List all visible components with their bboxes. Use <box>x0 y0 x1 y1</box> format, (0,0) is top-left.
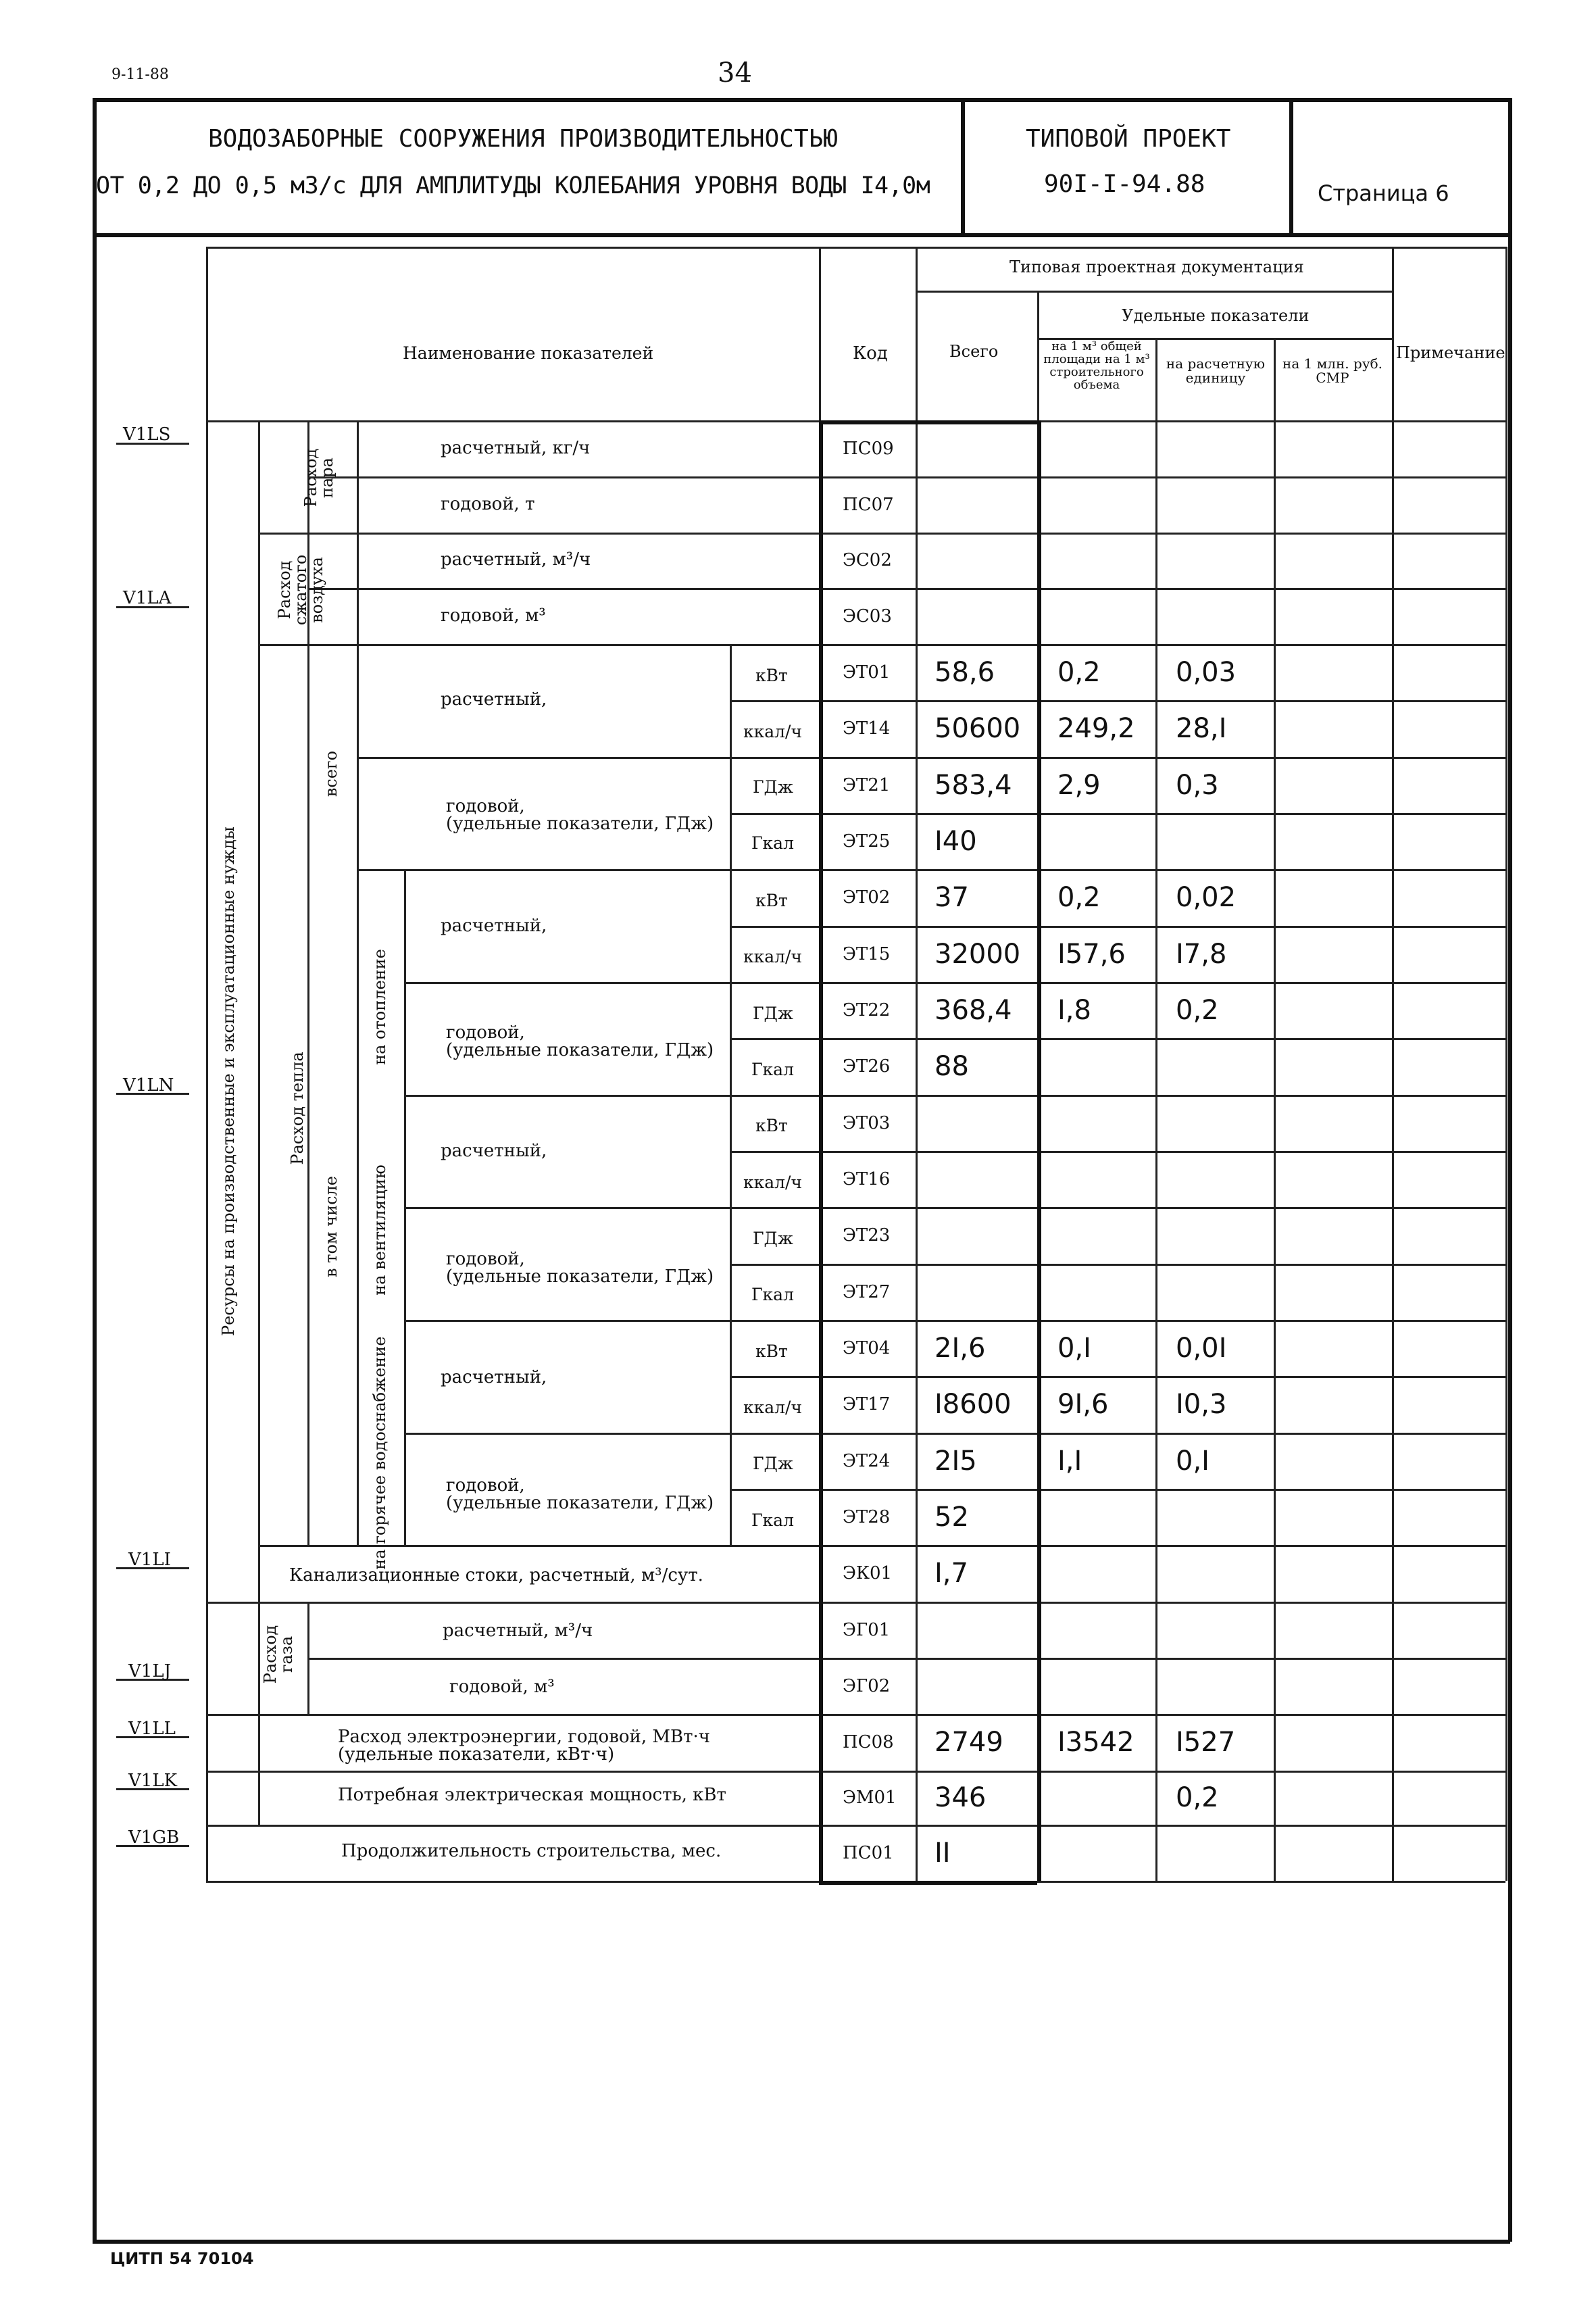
grid-line <box>206 247 208 1881</box>
grid-line <box>730 644 819 646</box>
table-cell-v2: 0,3 <box>1176 769 1219 801</box>
table-cell-code: ЭТ27 <box>843 1281 891 1302</box>
table-cell-code: ЭК01 <box>843 1563 893 1583</box>
table-cell-code: ЭТ03 <box>843 1112 891 1133</box>
table-cell-code: ЭМ01 <box>843 1788 897 1808</box>
group-ventilation: на вентиляцию <box>370 1164 389 1296</box>
unit-kw: кВт <box>755 1116 788 1135</box>
frame-left <box>93 98 97 2242</box>
grid-line <box>819 982 1505 984</box>
table-cell-v1: I,8 <box>1057 994 1091 1026</box>
header-per-volume: на 1 м³ общей площади на 1 м³ строительного объема <box>1043 339 1150 392</box>
header-specific-group: Удельные показатели <box>1122 306 1310 325</box>
table-cell-code: ЭГ01 <box>843 1619 891 1640</box>
grid-line <box>819 1825 1505 1827</box>
title-line-2: ОТ 0,2 ДО 0,5 м3/с ДЛЯ АМПЛИТУДЫ КОЛЕБАНИЯ УРОВНЯ ВОДЫ I4,0м <box>96 172 930 199</box>
label-elec-2: (удельные показатели, кВт·ч) <box>338 1744 615 1765</box>
grid-line <box>819 1489 1505 1491</box>
grid-line <box>819 420 1037 424</box>
table-cell-total: 88 <box>934 1051 969 1082</box>
project-label: ТИПОВОЙ ПРОЕКТ <box>1026 125 1231 153</box>
grid-line <box>258 1545 819 1547</box>
label-calc: расчетный, <box>441 1367 547 1387</box>
grid-line <box>819 1320 1505 1322</box>
table-cell-total: 37 <box>934 882 969 913</box>
grid-line <box>206 1602 819 1604</box>
grid-line <box>357 420 359 644</box>
group-gas: Расход газа <box>261 1625 296 1684</box>
grid-line <box>819 813 1505 815</box>
table-cell-code: ЭТ22 <box>843 1000 891 1020</box>
title-block-bottom <box>93 233 1510 237</box>
header-total: Всего <box>949 342 999 361</box>
label-power: Потребная электрическая мощность, кВт <box>338 1785 726 1805</box>
unit-gcal: Гкал <box>751 1285 794 1304</box>
table-cell-v1: 0,2 <box>1057 882 1101 913</box>
footer-stamp: ЦИТП 54 70104 <box>110 2249 254 2268</box>
grid-line <box>819 1602 1505 1604</box>
table-cell-v1: I3542 <box>1057 1727 1134 1758</box>
unit-gcal: Гкал <box>751 1060 794 1079</box>
table-cell-code: ЭГ02 <box>843 1675 891 1696</box>
table-cell-total: I8600 <box>934 1389 1012 1420</box>
grid-line <box>307 1602 309 1714</box>
grid-line <box>730 926 819 928</box>
header-note: Примечание <box>1396 343 1505 362</box>
unit-gcal: Гкал <box>751 1510 794 1530</box>
grid-line <box>819 869 1505 871</box>
grid-line <box>258 420 260 1545</box>
label-calc: расчетный, <box>441 689 547 710</box>
table-cell-v1: 9I,6 <box>1057 1389 1109 1420</box>
label-year-note: (удельные показатели, ГДж) <box>446 814 714 834</box>
table-cell-code: ЭТ28 <box>843 1506 891 1527</box>
label-calc: расчетный, <box>441 916 547 936</box>
table-cell-v2: 0,2 <box>1176 994 1219 1026</box>
header-per-million: на 1 млн. руб. СМР <box>1282 355 1382 386</box>
grid-line <box>730 1151 819 1153</box>
grid-line <box>1505 247 1507 1881</box>
unit-kcal: ккал/ч <box>743 947 802 966</box>
table-cell-total: 2I,6 <box>934 1332 986 1364</box>
label-elec-1: Расход электроэнергии, годовой, МВт·ч <box>338 1727 710 1747</box>
frame-top <box>93 98 1510 102</box>
group-steam: Расход пара <box>301 448 336 508</box>
table-cell-code: ЭТ14 <box>843 718 891 739</box>
table-cell-code: ПС01 <box>843 1842 894 1863</box>
side-tag: V1LL <box>128 1719 176 1739</box>
unit-gj: ГДж <box>753 1454 793 1473</box>
grid-line <box>730 982 819 984</box>
table-cell-total: I40 <box>934 825 977 857</box>
group-total: всего <box>322 750 341 797</box>
grid-line <box>307 644 309 1545</box>
grid-line <box>819 757 1505 759</box>
label-sewage: Канализационные стоки, расчетный, м³/сут. <box>289 1565 703 1585</box>
grid-line <box>730 1489 819 1491</box>
grid-line <box>730 1207 819 1209</box>
grid-line <box>819 1095 1505 1097</box>
grid-line <box>206 247 1505 249</box>
grid-line <box>819 1376 1505 1378</box>
page-number: 34 <box>718 57 752 89</box>
unit-kw: кВт <box>755 666 788 685</box>
side-tag: V1LA <box>123 588 172 608</box>
table-cell-code: ЭТ26 <box>843 1056 891 1077</box>
side-tag: V1LI <box>128 1550 171 1570</box>
table-cell-code: ЭТ23 <box>843 1225 891 1246</box>
grid-line <box>307 1658 819 1660</box>
grid-line <box>206 1714 819 1716</box>
table-cell-code: ПС07 <box>843 494 894 515</box>
grid-line <box>730 1095 819 1097</box>
title-line-1: ВОДОЗАБОРНЫЕ СООРУЖЕНИЯ ПРОИЗВОДИТЕЛЬНОСТЬЮ <box>208 125 838 153</box>
table-cell-code: ЭТ16 <box>843 1168 891 1189</box>
table-cell-v1: 0,I <box>1057 1332 1091 1364</box>
unit-kcal: ккал/ч <box>743 1173 802 1192</box>
label-duration: Продолжительность строительства, мес. <box>341 1841 722 1861</box>
table-cell-code: ПС08 <box>843 1732 894 1752</box>
grid-line <box>307 588 819 590</box>
unit-gj: ГДж <box>753 777 793 797</box>
header-name: Наименование показателей <box>403 343 654 363</box>
grid-line <box>258 533 819 535</box>
table-cell-v2: 0,2 <box>1176 1782 1219 1813</box>
table-cell-v2: I7,8 <box>1176 938 1227 970</box>
label-year: годовой, <box>446 796 525 816</box>
group-heating: на отопление <box>370 949 389 1065</box>
grid-line <box>819 644 1505 646</box>
table-cell-code: ЭС03 <box>843 606 892 626</box>
unit-gcal: Гкал <box>751 833 794 853</box>
table-cell-total: 58,6 <box>934 656 995 688</box>
grid-line <box>730 700 819 702</box>
title-divider-2 <box>1289 98 1293 235</box>
grid-line <box>730 757 819 759</box>
table-cell-v2: 0,I <box>1176 1445 1210 1477</box>
table-cell-v1: 0,2 <box>1057 656 1101 688</box>
grid-line <box>819 533 1505 535</box>
grid-line <box>730 869 819 871</box>
table-cell-v2: 0,0I <box>1176 1332 1227 1364</box>
table-cell-code: ЭТ17 <box>843 1394 891 1414</box>
table-cell-v1: 2,9 <box>1057 769 1101 801</box>
project-number: 90I-I-94.88 <box>1044 170 1205 198</box>
side-tag: V1LS <box>123 424 171 445</box>
table-cell-v2: I0,3 <box>1176 1389 1227 1420</box>
table-cell-v2: I527 <box>1176 1727 1236 1758</box>
side-tag: V1LN <box>123 1075 174 1096</box>
grid-line <box>206 1771 819 1773</box>
table-cell-total: 583,4 <box>934 769 1012 801</box>
unit-kcal: ккал/ч <box>743 722 802 741</box>
table-cell-v1: I,I <box>1057 1445 1082 1477</box>
table-cell-v2: 28,I <box>1176 713 1227 744</box>
grid-line <box>819 1714 1505 1716</box>
grid-line <box>819 1433 1505 1435</box>
table-cell-total: 2749 <box>934 1727 1003 1758</box>
grid-line <box>819 1771 1505 1773</box>
table-cell-v2: 0,02 <box>1176 882 1237 913</box>
grid-line <box>206 1825 819 1827</box>
grid-line <box>1037 420 1041 1881</box>
grid-line <box>730 1433 819 1435</box>
unit-kcal: ккал/ч <box>743 1398 802 1417</box>
header-code: Код <box>853 343 888 364</box>
grid-line <box>730 1376 819 1378</box>
grid-line <box>258 1545 260 1825</box>
group-hot-water: на горячее водоснабжение <box>370 1336 389 1570</box>
table-cell-code: ЭТ25 <box>843 831 891 852</box>
label-year-note: (удельные показатели, ГДж) <box>446 1040 714 1060</box>
frame-bottom <box>93 2240 1510 2244</box>
grid-line <box>1392 247 1394 1881</box>
table-cell-v1: I57,6 <box>1057 938 1126 970</box>
grid-line <box>819 1038 1505 1040</box>
label-year-note: (удельные показатели, ГДж) <box>446 1493 714 1513</box>
table-cell-total: 346 <box>934 1782 987 1813</box>
grid-line <box>819 420 823 1881</box>
table-cell-v1: 249,2 <box>1057 713 1135 744</box>
grid-line <box>916 291 1392 293</box>
table-cell-code: ЭТ04 <box>843 1337 891 1358</box>
label-year: годовой, <box>446 1249 525 1269</box>
table-cell-code: ЭТ02 <box>843 887 891 908</box>
grid-line <box>819 588 1505 590</box>
grid-line <box>1155 338 1157 1881</box>
label-year-note: (удельные показатели, ГДж) <box>446 1266 714 1287</box>
grid-line <box>730 1320 819 1322</box>
frame-right <box>1508 98 1512 2242</box>
table-cell-code: ЭТ21 <box>843 774 891 795</box>
label-steam-year: годовой, т <box>441 494 535 514</box>
group-including: в том числе <box>322 1176 341 1277</box>
grid-line <box>819 1264 1505 1266</box>
grid-line <box>819 1881 1037 1885</box>
grid-line <box>307 476 819 478</box>
grid-line <box>819 1151 1505 1153</box>
grid-line <box>730 1038 819 1040</box>
table-cell-code: ЭС02 <box>843 550 892 570</box>
side-tag: V1LJ <box>128 1661 172 1681</box>
group-air: Расход сжатого воздуха <box>275 554 326 626</box>
grid-line <box>730 813 819 815</box>
unit-gj: ГДж <box>753 1004 793 1023</box>
unit-kw: кВт <box>755 1341 788 1361</box>
grid-line <box>916 247 918 1881</box>
grid-line <box>819 926 1505 928</box>
table-cell-code: ЭТ24 <box>843 1450 891 1471</box>
document-date: 9-11-88 <box>111 66 169 83</box>
grid-line <box>819 476 1505 478</box>
table-cell-code: ПС09 <box>843 438 894 459</box>
table-cell-total: 32000 <box>934 938 1021 970</box>
label-gas-calc: расчетный, м³/ч <box>443 1621 593 1641</box>
table-cell-total: II <box>934 1837 951 1869</box>
table-cell-code: ЭТ01 <box>843 662 891 683</box>
grid-line <box>357 644 359 1545</box>
table-cell-total: I,7 <box>934 1558 968 1589</box>
sheet-label: Страница 6 <box>1318 180 1449 206</box>
unit-gj: ГДж <box>753 1229 793 1248</box>
table-cell-code: ЭТ15 <box>843 943 891 964</box>
table-cell-total: 368,4 <box>934 994 1012 1026</box>
label-calc: расчетный, <box>441 1141 547 1161</box>
title-divider-1 <box>961 98 965 235</box>
grid-line <box>819 1207 1505 1209</box>
group-resources: Ресурсы на производственные и эксплуатационные нужды <box>219 826 238 1337</box>
grid-line <box>819 1545 1505 1547</box>
label-year: годовой, <box>446 1475 525 1496</box>
grid-line <box>819 1658 1505 1660</box>
label-steam-calc: расчетный, кг/ч <box>441 438 591 458</box>
grid-line <box>730 1264 819 1266</box>
label-gas-year: годовой, м³ <box>449 1677 555 1697</box>
side-tag: V1GB <box>128 1827 180 1848</box>
header-per-unit: на расчетную единицу <box>1166 355 1266 386</box>
table-cell-total: 2I5 <box>934 1445 977 1477</box>
header-doc-group: Типовая проектная документация <box>1009 257 1304 276</box>
table-cell-v2: 0,03 <box>1176 656 1237 688</box>
table-cell-total: 50600 <box>934 713 1021 744</box>
unit-kw: кВт <box>755 891 788 910</box>
label-air-calc: расчетный, м³/ч <box>441 549 591 570</box>
label-air-year: годовой, м³ <box>441 606 546 626</box>
table-cell-total: 52 <box>934 1501 969 1533</box>
group-heat: Расход тепла <box>288 1052 307 1165</box>
side-tag: V1LK <box>128 1771 178 1791</box>
grid-line <box>1274 338 1276 1881</box>
label-year: годовой, <box>446 1023 525 1043</box>
grid-line <box>819 700 1505 702</box>
